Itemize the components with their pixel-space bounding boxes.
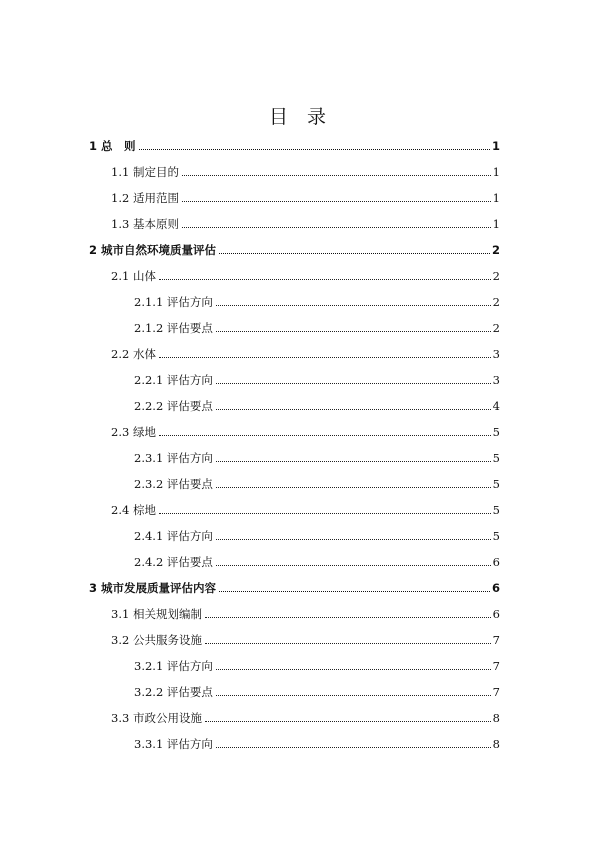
dot-leader — [216, 317, 491, 332]
toc-entry-2-2[interactable] — [111, 341, 500, 361]
toc-entry-label: 2.4.1 评估方向 — [134, 529, 213, 543]
toc-entry-2-4-2[interactable] — [134, 549, 500, 569]
toc-entry-page: 7 — [492, 659, 500, 673]
toc-entry-label: 3.3.1 评估方向 — [134, 737, 213, 751]
toc-entry-2-1-2[interactable] — [134, 315, 500, 335]
toc-entry-page: 8 — [492, 737, 500, 751]
toc-entry-page: 1 — [492, 217, 500, 231]
dot-leader — [216, 733, 491, 748]
toc-entry-label: 2.1 山体 — [111, 269, 156, 283]
toc-entry-2-1[interactable] — [111, 263, 500, 283]
toc-entry-label: 3.2.1 评估方向 — [134, 659, 213, 673]
dot-leader — [205, 603, 491, 618]
toc-entry-page: 7 — [492, 685, 500, 699]
toc-entry-page: 3 — [492, 373, 500, 387]
toc-entry-2-3-2[interactable] — [134, 471, 500, 491]
toc-entry-label: 3 城市发展质量评估内容 — [89, 581, 217, 595]
toc-entry-label: 2.1.2 评估要点 — [134, 321, 213, 335]
dot-leader — [216, 447, 491, 462]
toc-entry-2-4[interactable] — [111, 497, 500, 517]
toc-entry-3[interactable] — [89, 575, 500, 595]
dot-leader — [159, 343, 491, 358]
toc-entry-3-2-1[interactable] — [134, 653, 500, 673]
toc-entry-page: 1 — [492, 191, 500, 205]
toc-entry-1-2[interactable] — [111, 185, 500, 205]
toc-entry-label: 2.2.1 评估方向 — [134, 373, 213, 387]
dot-leader — [216, 369, 491, 384]
dot-leader — [216, 473, 491, 488]
dot-leader — [216, 525, 491, 540]
toc-entry-label: 3.2.2 评估要点 — [134, 685, 213, 699]
toc-entry-2-3[interactable] — [111, 419, 500, 439]
toc-entry-label: 2.4 棕地 — [111, 503, 156, 517]
toc-entry-3-2[interactable] — [111, 627, 500, 647]
toc-entry-page: 2 — [492, 295, 500, 309]
dot-leader — [219, 577, 490, 592]
dot-leader — [182, 187, 491, 202]
toc-entry-1-1[interactable] — [111, 159, 500, 179]
toc-entry-page: 2 — [492, 269, 500, 283]
toc-entry-label: 2.2.2 评估要点 — [134, 399, 213, 413]
toc-entry-3-2-2[interactable] — [134, 679, 500, 699]
toc-entry-label: 3.2 公共服务设施 — [111, 633, 202, 647]
toc-entry-label: 2.3.1 评估方向 — [134, 451, 213, 465]
toc-entry-label: 1 总 则 — [89, 139, 136, 153]
dot-leader — [182, 161, 491, 176]
dot-leader — [159, 265, 491, 280]
toc-entry-page: 5 — [492, 529, 500, 543]
toc-entry-2[interactable] — [89, 237, 500, 257]
dot-leader — [159, 421, 491, 436]
toc-entry-page: 7 — [492, 633, 500, 647]
toc-entry-label: 2.3 绿地 — [111, 425, 156, 439]
toc-entry-2-2-2[interactable] — [134, 393, 500, 413]
toc-entry-label: 2.3.2 评估要点 — [134, 477, 213, 491]
dot-leader — [216, 551, 491, 566]
toc-entry-page: 3 — [492, 347, 500, 361]
toc-entry-page: 8 — [492, 711, 500, 725]
dot-leader — [219, 239, 490, 254]
toc-entry-1-3[interactable] — [111, 211, 500, 231]
toc-entry-1[interactable] — [89, 133, 500, 153]
toc-entry-3-3-1[interactable] — [134, 731, 500, 751]
toc-entry-label: 1.1 制定目的 — [111, 165, 179, 179]
toc-entry-page: 6 — [491, 581, 500, 595]
dot-leader — [216, 681, 491, 696]
toc-entry-label: 2.2 水体 — [111, 347, 156, 361]
toc-entry-label: 2 城市自然环境质量评估 — [89, 243, 217, 257]
toc-entry-page: 1 — [492, 165, 500, 179]
dot-leader — [205, 629, 491, 644]
dot-leader — [216, 395, 491, 410]
toc-entry-page: 5 — [492, 425, 500, 439]
dot-leader — [139, 135, 490, 150]
toc-entry-page: 6 — [492, 555, 500, 569]
toc-entry-page: 5 — [492, 477, 500, 491]
toc-entry-page: 4 — [492, 399, 500, 413]
toc-title: 目 录 — [268, 106, 326, 128]
dot-leader — [205, 707, 491, 722]
toc-entry-2-4-1[interactable] — [134, 523, 500, 543]
toc-entry-label: 1.2 适用范围 — [111, 191, 179, 205]
toc-entry-page: 2 — [491, 243, 500, 257]
toc-entry-page: 1 — [491, 139, 500, 153]
toc-entry-label: 3.3 市政公用设施 — [111, 711, 202, 725]
toc-entry-2-2-1[interactable] — [134, 367, 500, 387]
toc-entry-label: 2.1.1 评估方向 — [134, 295, 213, 309]
toc-entry-label: 2.4.2 评估要点 — [134, 555, 213, 569]
toc-entry-page: 5 — [492, 503, 500, 517]
toc-entry-2-3-1[interactable] — [134, 445, 500, 465]
toc-entry-3-1[interactable] — [111, 601, 500, 621]
dot-leader — [159, 499, 491, 514]
toc-entry-label: 3.1 相关规划编制 — [111, 607, 202, 621]
dot-leader — [216, 655, 491, 670]
toc-entry-3-3[interactable] — [111, 705, 500, 725]
toc-entry-page: 2 — [492, 321, 500, 335]
dot-leader — [182, 213, 491, 228]
toc-entry-label: 1.3 基本原则 — [111, 217, 179, 231]
toc-entry-2-1-1[interactable] — [134, 289, 500, 309]
toc-entry-page: 5 — [492, 451, 500, 465]
toc-entry-page: 6 — [492, 607, 500, 621]
dot-leader — [216, 291, 491, 306]
